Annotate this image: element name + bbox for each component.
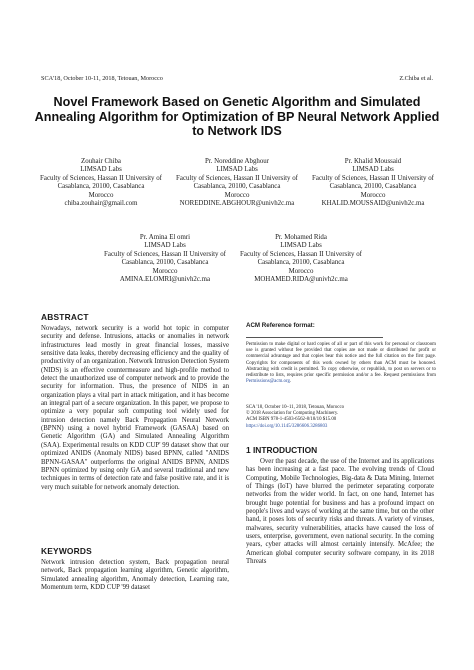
author-block: [100, 234, 230, 284]
author-country: Morocco: [88, 191, 114, 199]
author-name: Pr. Amina El omri: [139, 234, 191, 241]
permission-text: Permission to make digital or hard copies of all or part of this work for personal or classroom use is granted without fee provided that copies are not made or distributed for profit or commercial advantage and that copies bear this notice and the full citation on the first page. Copyrights for components of this work owned by others than ACM must be honored. Abstracting with credit is permitted. To copy otherwise, or republish, to post on servers or to redistribute to lists, requires prior specific permission and/or a fee. Request permissions from: [246, 342, 436, 379]
author-affiliation: Casablanca, 20100, Casablanca: [193, 183, 281, 191]
permission-notice: [246, 342, 436, 385]
author-affiliation: Faculty of Sciences, Hassan II University of: [240, 250, 362, 258]
author-org: LIMSAD Labs: [216, 166, 258, 174]
isbn-line: ACM ISBN 978-1-4503-6562-8/18/10 $15.00: [246, 417, 337, 423]
divider: [246, 337, 383, 338]
running-head-authors: Z.Chiba et al.: [399, 75, 433, 82]
copyright-block: [246, 405, 436, 430]
author-name: Pr. Khalid Moussaid: [344, 158, 402, 165]
permission-email-link[interactable]: Permissions@acm.org: [246, 379, 290, 385]
author-affiliation: Casablanca, 20100, Casablanca: [329, 183, 417, 191]
author-country: Morocco: [224, 191, 250, 199]
acm-reference-heading: ACM Reference format:: [246, 322, 315, 329]
introduction-text: Over the past decade, the use of the Internet and its applications has been increasing at a fast pace. The evolving trends of Cloud Computing, Mobile Technologies, Big-data & Data Mining, Internet of Things (IoT) have blurred the perimeter separating corporate networks from the wider world. In fact, on one hand, Internet has brought huge potential for business and has a profound impact on people's lives and ways of working at the same time, but on the other hand, it poses lots of security risks and threats. A variety of viruses, malwares, security vulnerabilities, attacks have caused the loss of users, enterprise, government, even national security. In the coming years, cyber attacks will almost certainly intensify. McAfee; the American global computer security software company, in its 2018 Threats: [246, 458, 434, 566]
author-email: MOHAMED.RIDA@univh2c.ma: [254, 276, 348, 284]
introduction-heading: 1 INTRODUCTION: [246, 445, 318, 455]
author-block: [172, 158, 302, 208]
author-email: AMINA.ELOMRI@univh2c.ma: [119, 276, 211, 284]
author-affiliation: Faculty of Sciences, Hassan II University of: [176, 174, 298, 182]
author-country: Morocco: [152, 267, 178, 275]
author-block: [236, 234, 366, 284]
running-head-conference: SCA'18, October 10-11, 2018, Tetouan, Morocco: [41, 75, 163, 82]
author-country: Morocco: [360, 191, 386, 199]
author-affiliation: Casablanca, 20100, Casablanca: [121, 259, 209, 267]
keywords-text: Network intrusion detection system, Back propagation neural network, Back propagation learning algorithm, Genetic algorithm, Simulated annealing algorithm, Anomaly detection, Learning rate, Momentum term, KDD CUP '99 dataset: [41, 559, 229, 592]
running-head: [41, 75, 433, 82]
author-org: LIMSAD Labs: [352, 166, 394, 174]
author-affiliation: Casablanca, 20100, Casablanca: [257, 259, 345, 267]
author-block: [308, 158, 438, 208]
conference-line: SCA '18, October 10–11, 2018, Tetouan, Morocco: [246, 405, 345, 410]
abstract-text: Nowadays, network security is a world hot topic in computer security and defense. Intrusions, attacks or anomalies in network infrastructures lead mostly in great financial losses, massive sensitive data leaks, thereby decreasing efficiency and the quality of productivity of an organization. Network Intrusion Detection System (NIDS) is an effective countermeasure and high-profile method to detect the unauthorized use of computer network and to provide the security for information. Thus, the presence of NIDS in an organization plays a vital part in attack mitigation, and it has become an integral part of a secure organization. In this paper, we propose to optimize a very popular soft computing tool widely used for intrusion detection namely Back Propagation Neural Network (BPNN) using a novel hybrid Framework (GASAA) based on Genetic Algorithm (GA) and Simulated Annealing Algorithm (SAA). Experimental results on KDD CUP' 99 dataset show that our optimized ANIDS (Anomaly NIDS) based BPNN, called "ANIDS BPNN-GASAA" outperforms the original ANIDS BPNN, ANIDS BPNN optimized by using only GA and several traditional and new techniques in terms of detection rate and false positive rate, and it is very much suitable for network anomaly detection.: [41, 325, 229, 491]
author-email: KHALID.MOUSSAID@univh2c.ma: [321, 200, 425, 208]
author-name: Pr. Noreddine Abghour: [204, 158, 270, 165]
author-affiliation: Faculty of Sciences, Hassan II University of: [104, 250, 226, 258]
author-name: Pr. Mohamed Rida: [275, 234, 327, 241]
author-email: NOREDDINE.ABGHOUR@univh2c.ma: [179, 200, 295, 208]
author-affiliation: Casablanca, 20100, Casablanca: [57, 183, 145, 191]
author-email: chiba.zouhair@gmail.com: [64, 200, 138, 208]
permission-suffix: .: [289, 379, 292, 385]
author-name: Zouhair Chiba: [81, 158, 121, 165]
abstract-heading: ABSTRACT: [41, 312, 89, 322]
keywords-heading: KEYWORDS: [41, 546, 92, 556]
author-affiliation: Faculty of Sciences, Hassan II University of: [312, 174, 434, 182]
author-org: LIMSAD Labs: [280, 242, 322, 250]
author-org: LIMSAD Labs: [144, 242, 186, 250]
doi-link[interactable]: https://doi.org/10.1145/3286606.3286803: [246, 423, 328, 429]
copyright-line: © 2018 Association for Computing Machinery.: [246, 411, 339, 417]
author-org: LIMSAD Labs: [80, 166, 122, 174]
author-affiliation: Faculty of Sciences, Hassan II University of: [40, 174, 162, 182]
paper-title: Novel Framework Based on Genetic Algorithm and Simulated Annealing Algorithm for Optimization of BP Neural Network Applied to Network IDS: [34, 95, 440, 138]
author-block: [36, 158, 166, 208]
author-country: Morocco: [288, 267, 314, 275]
